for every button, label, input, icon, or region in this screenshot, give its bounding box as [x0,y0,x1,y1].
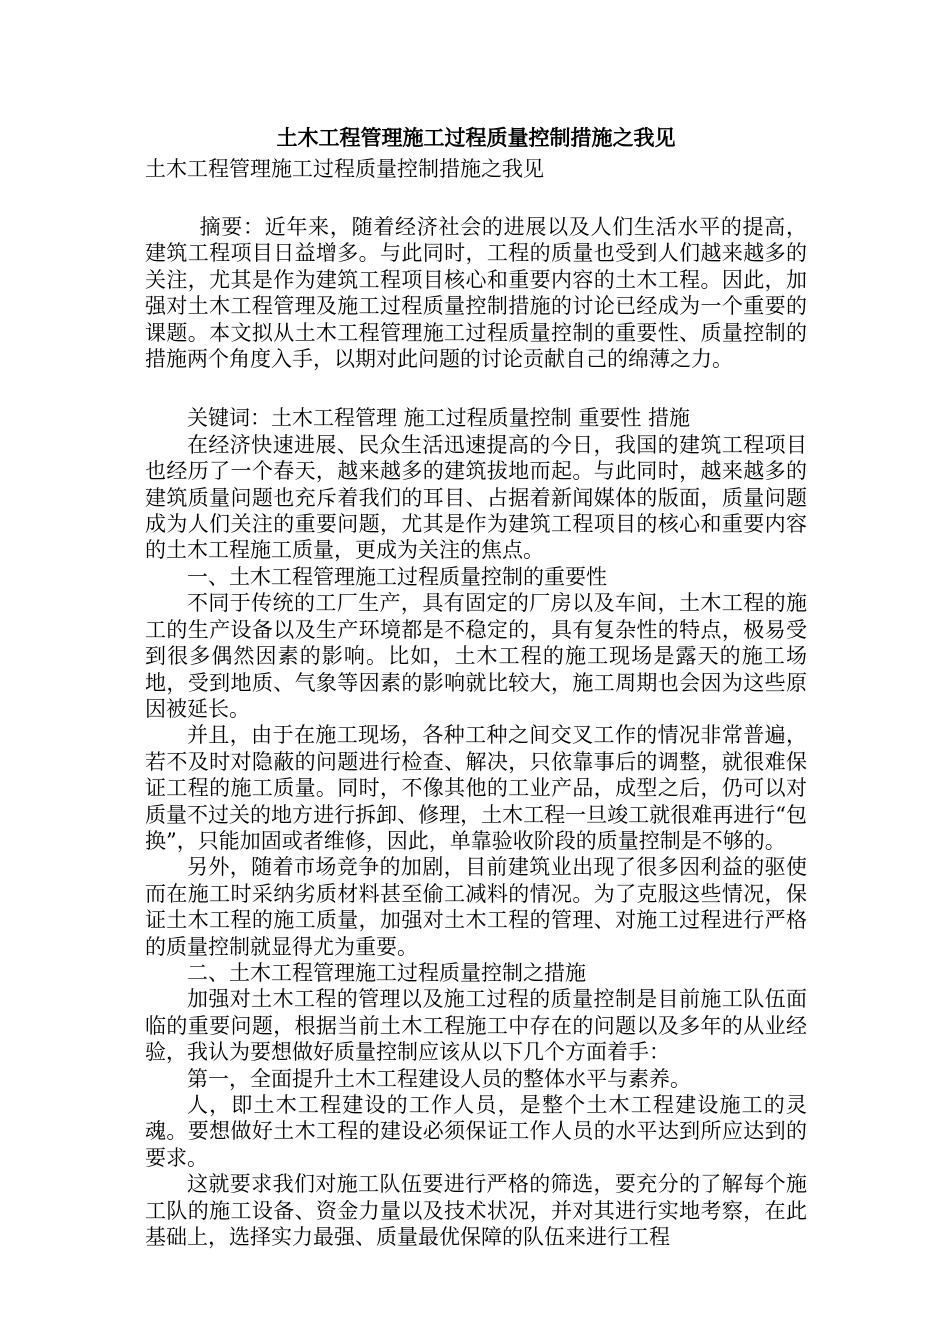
body-paragraph: 人，即土木工程建设的工作人员，是整个土木工程建设施工的灵魂。要想做好土木工程的建设必须保证工作人员的水平达到所应达到的要求。 [145,1093,807,1170]
section-heading-measures: 二、土木工程管理施工过程质量控制之措施 [187,960,586,985]
document-subtitle: 土木工程管理施工过程质量控制措施之我见 [145,157,544,181]
keywords-line: 关键词：土木工程管理 施工过程质量控制 重要性 措施 [187,406,691,431]
body-paragraph: 第一，全面提升土木工程建设人员的整体水平与素养。 [187,1066,691,1091]
body-paragraph: 这就要求我们对施工队伍要进行严格的筛选，要充分的了解每个施工队的施工设备、资金力量以及技术状况，并对其进行实地考察，在此基础上，选择实力最强、质量最优保障的队伍来进行工程 [145,1172,807,1250]
body-paragraph: 不同于传统的工厂生产，具有固定的厂房以及车间，土木工程的施工的生产设备以及生产环境都是不稳定的，具有复杂性的特点，极易受到很多偶然因素的影响。比如，土木工程的施工现场是露天的施工场地，受到地质、气象等因素的影响就比较大，施工周期也会因为这些原因被延长。 [145,591,807,721]
body-paragraph: 另外，随着市场竞争的加剧，目前建筑业出现了很多因利益的驱使而在施工时采纳劣质材料甚至偷工减料的情况。为了克服这些情况，保证土木工程的施工质量，加强对土木工程的管理、对施工过程进行严格的质量控制就显得尤为重要。 [145,855,807,959]
document-page [145,122,807,1250]
document-title: 土木工程管理施工过程质量控制措施之我见 [276,125,676,150]
body-paragraph: 加强对土木工程的管理以及施工过程的质量控制是目前施工队伍面临的重要问题，根据当前土木工程施工中存在的问题以及多年的从业经验，我认为要想做好质量控制应该从以下几个方面着手： [145,987,807,1065]
abstract-paragraph: 摘要：近年来，随着经济社会的进展以及人们生活水平的提高，建筑工程项目日益增多。与此同时，工程的质量也受到人们越来越多的关注，尤其是作为建筑工程项目核心和重要内容的土木工程。因此，加强对土木工程管理及施工过程质量控制措施的讨论已经成为一个重要的课题。本文拟从土木工程管理施工过程质量控制的重要性、质量控制的措施两个角度入手，以期对此问题的讨论贡献自己的绵薄之力。 [145,215,807,372]
section-heading-importance: 一、土木工程管理施工过程质量控制的重要性 [187,564,607,589]
body-paragraph: 在经济快速进展、民众生活迅速提高的今日，我国的建筑工程项目也经历了一个春天，越来越多的建筑拔地而起。与此同时，越来越多的建筑质量问题也充斥着我们的耳目、占据着新闻媒体的版面，质量问题成为人们关注的重要问题，尤其是作为建筑工程项目的核心和重要内容的土木工程施工质量，更成为关注的焦点。 [145,432,807,563]
body-paragraph: 并且，由于在施工现场，各种工种之间交叉工作的情况非常普遍，若不及时对隐蔽的问题进行检查、解决，只依靠事后的调整，就很难保证工程的施工质量。同时，不像其他的工业产品，成型之后，仍可以对质量不过关的地方进行拆卸、修理，土木工程一旦竣工就很难再进行“包换”，只能加固或者维修，因此，单靠验收阶段的质量控制是不够的。 [145,723,807,853]
